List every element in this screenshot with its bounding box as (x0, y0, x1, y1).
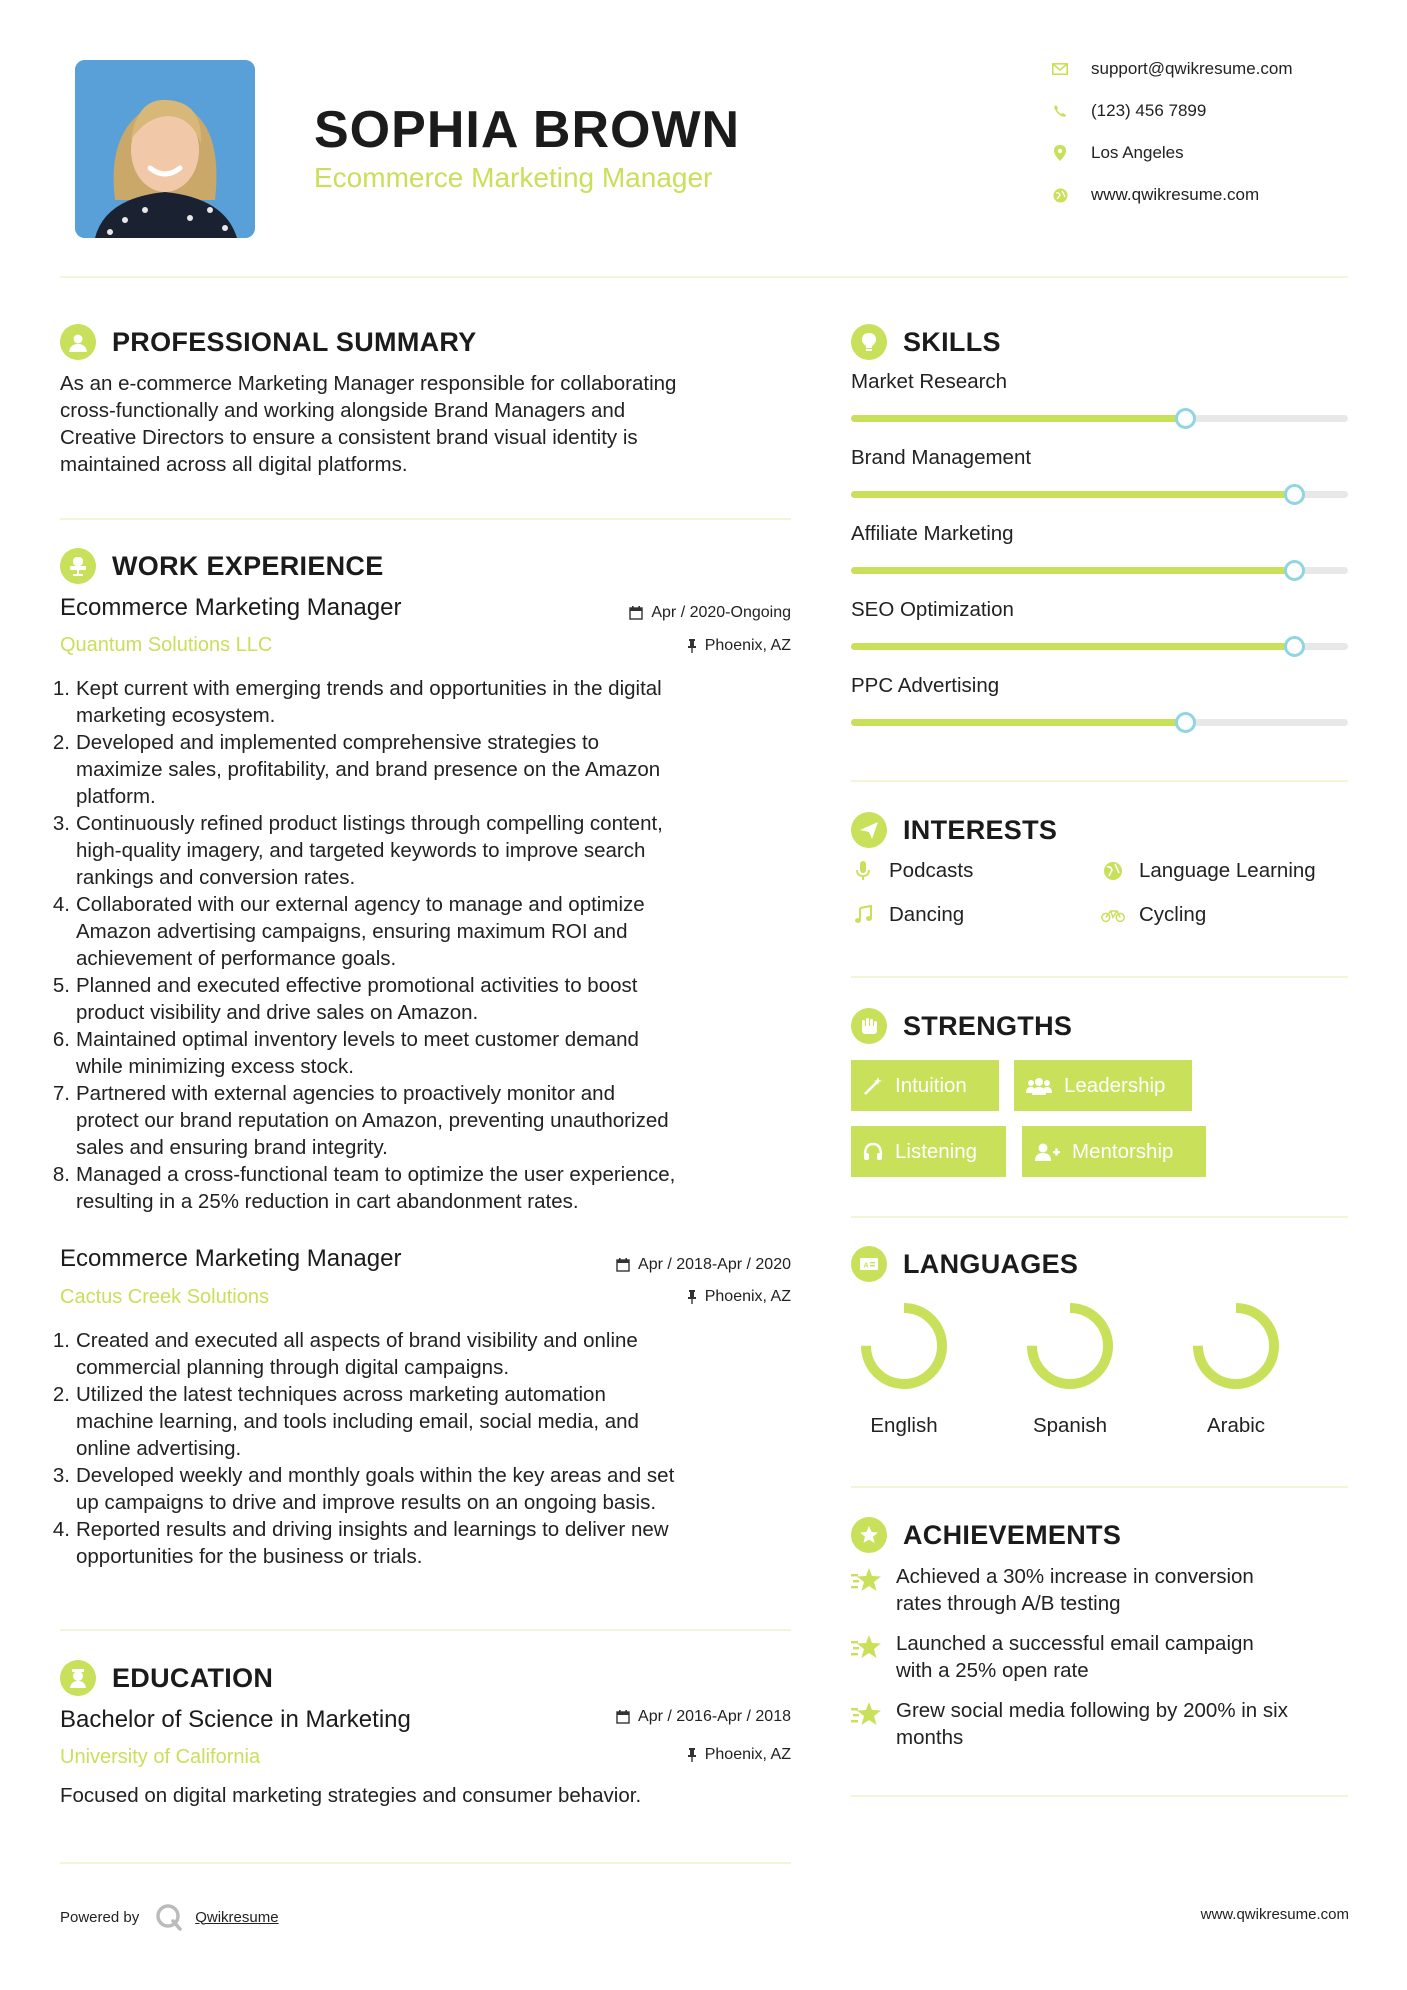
languages-divider (851, 1486, 1348, 1488)
duty-text: Developed and implemented comprehensive strategies to maximize sales, profitability, and brand presence on the Amazon platform. (76, 731, 661, 808)
contact-phone-text: (123) 456 7899 (1091, 101, 1207, 120)
skill-bar-fill (851, 415, 1184, 422)
duty-item (52, 1161, 797, 1215)
skill-bar (851, 719, 1348, 726)
duty-text: Partnered with external agencies to proactively monitor and protect our brand reputation on Amazon, preventing unauthorized sales and ensuring brand integrity. (76, 1082, 669, 1159)
job-duties-list (52, 1327, 797, 1570)
duty-number: 1. (52, 1329, 70, 1352)
strength-tag-mentorship: Mentorship (1022, 1126, 1206, 1177)
achievement-text: Achieved a 30% increase in conversion rates through A/B testing (896, 1565, 1254, 1615)
skill-level-knob (1284, 636, 1305, 657)
job-location: Phoenix, AZ (560, 637, 791, 655)
skill-level-knob (1284, 560, 1305, 581)
calendar-icon (616, 1258, 630, 1272)
duty-text: Continuously refined product listings through compelling content, high-quality imagery, and targeted keywords to improve search rankings and conversion rates. (76, 812, 663, 889)
achievement-item (851, 1630, 1351, 1684)
duty-number: 6. (52, 1028, 70, 1051)
interests-divider (851, 976, 1348, 978)
achievement-item (851, 1697, 1351, 1751)
interest-podcasts: Podcasts (851, 859, 973, 883)
skill-name: PPC Advertising (851, 674, 1000, 697)
duty-number: 7. (52, 1082, 70, 1105)
qwikresume-logo-icon (155, 1903, 183, 1931)
duty-number: 2. (52, 1383, 70, 1406)
skill-bar (851, 491, 1348, 498)
skill-bar-fill (851, 567, 1293, 574)
duty-number: 8. (52, 1163, 70, 1186)
candidate-name: SOPHIA BROWN (314, 101, 741, 159)
interest-dancing: Dancing (851, 903, 964, 927)
globe-icon (1052, 187, 1068, 203)
strengths-heading: STRENGTHS (851, 1008, 1072, 1044)
fist-icon (851, 1008, 887, 1044)
education-divider (60, 1862, 791, 1864)
skills-heading: SKILLS (851, 324, 1001, 360)
calendar-icon (629, 606, 643, 620)
powered-by (60, 1903, 279, 1931)
music-note-icon (851, 905, 875, 925)
contact-phone[interactable] (1052, 96, 1372, 126)
duty-text: Reported results and driving insights and learnings to deliver new opportunities for the business or trials. (76, 1518, 669, 1568)
job-location: Phoenix, AZ (560, 1288, 791, 1306)
job-duties-list (52, 675, 797, 1215)
strength-tag-intuition: Intuition (851, 1060, 999, 1111)
strengths-divider (851, 1216, 1348, 1218)
duty-number: 5. (52, 974, 70, 997)
contact-location-text: Los Angeles (1091, 143, 1184, 162)
interest-cycling: Cycling (1101, 903, 1206, 927)
language-ring-arc (866, 1308, 942, 1384)
skill-bar (851, 415, 1348, 422)
star-badge-icon (851, 1517, 887, 1553)
achievements-divider (851, 1795, 1348, 1797)
star-icon (851, 1697, 883, 1751)
job-dates: Apr / 2018-Apr / 2020 (560, 1256, 791, 1274)
skill-level-knob (1175, 712, 1196, 733)
duty-number: 1. (52, 677, 70, 700)
profile-photo (75, 60, 255, 238)
duty-number: 4. (52, 1518, 70, 1541)
summary-text: As an e-commerce Marketing Manager responsible for collaborating cross-functionally and working alongside Brand Managers and Creative Directors to ensure a consistent brand visual identity is maintained across all digital platforms. (60, 372, 677, 476)
duty-item (52, 1462, 797, 1516)
skill-bar-fill (851, 643, 1293, 650)
skill-level-knob (1284, 484, 1305, 505)
skill-name: Market Research (851, 370, 1008, 393)
education-heading: EDUCATION (60, 1660, 273, 1696)
duty-text: Planned and executed effective promotional activities to boost product visibility and drive sales on Amazon. (76, 974, 638, 1024)
skill-bar-fill (851, 719, 1184, 726)
experience-heading: WORK EXPERIENCE (60, 548, 384, 584)
achievement-text: Grew social media following by 200% in six months (896, 1699, 1288, 1749)
qwikresume-link[interactable]: Qwikresume (195, 1908, 279, 1926)
footer-url[interactable]: www.qwikresume.com (1200, 1906, 1349, 1923)
language-ring-arc (1198, 1308, 1274, 1384)
strength-tag-listening: Listening (851, 1126, 1006, 1177)
skill-name: Affiliate Marketing (851, 522, 1014, 545)
phone-icon (1052, 103, 1068, 119)
duty-item (52, 1327, 797, 1381)
envelope-icon (1052, 61, 1068, 77)
job-title: Ecommerce Marketing Manager (60, 1245, 402, 1272)
skill-name: Brand Management (851, 446, 1032, 469)
skill-bar-fill (851, 491, 1293, 498)
user-plus-icon (1034, 1142, 1060, 1162)
job-title: Ecommerce Marketing Manager (60, 594, 402, 621)
candidate-role: Ecommerce Marketing Manager (314, 162, 713, 193)
paper-plane-icon (851, 812, 887, 848)
duty-number: 2. (52, 731, 70, 754)
bicycle-icon (1101, 906, 1125, 924)
star-icon (851, 1563, 883, 1617)
header-divider (60, 276, 1348, 278)
user-icon (60, 324, 96, 360)
school-name: University of California (60, 1746, 261, 1768)
lightbulb-icon (851, 324, 887, 360)
duty-item (52, 675, 797, 729)
job-dates: Apr / 2020-Ongoing (560, 604, 791, 622)
pushpin-icon (687, 1290, 697, 1304)
achievements-heading: ACHIEVEMENTS (851, 1517, 1121, 1553)
duty-number: 3. (52, 1464, 70, 1487)
graduate-icon (60, 1660, 96, 1696)
language-icon (851, 1246, 887, 1282)
powered-by-label: Powered by (60, 1908, 140, 1926)
duty-text: Maintained optimal inventory levels to meet customer demand while minimizing excess stock. (76, 1028, 639, 1078)
summary-divider (60, 518, 791, 520)
skill-bar (851, 567, 1348, 574)
duty-item (52, 1381, 797, 1462)
duty-text: Created and executed all aspects of brand visibility and online commercial planning through digital campaigns. (76, 1329, 638, 1379)
duty-text: Kept current with emerging trends and opportunities in the digital marketing ecosystem. (76, 677, 662, 727)
duty-number: 3. (52, 812, 70, 835)
calendar-icon (616, 1710, 630, 1724)
education-dates: Apr / 2016-Apr / 2018 (560, 1708, 791, 1726)
map-pin-icon (1052, 145, 1068, 161)
contact-location (1052, 138, 1372, 168)
duty-item (52, 810, 797, 891)
briefcase-icon (60, 548, 96, 584)
duty-item (52, 1080, 797, 1161)
headphones-icon (863, 1142, 883, 1162)
language-name: English (870, 1414, 938, 1437)
summary-heading: PROFESSIONAL SUMMARY (60, 324, 477, 360)
duty-item (52, 729, 797, 810)
duty-item (52, 972, 797, 1026)
globe-icon (1101, 861, 1125, 881)
star-icon (851, 1630, 883, 1684)
duty-text: Developed weekly and monthly goals within the key areas and set up campaigns to drive and improve results on an ongoing basis. (76, 1464, 675, 1514)
skills-divider (851, 780, 1348, 782)
language-ring-arc (1032, 1308, 1108, 1384)
duty-item (52, 891, 797, 972)
language-proficiency-ring (1186, 1296, 1286, 1396)
duty-text: Managed a cross-functional team to optimize the user experience, resulting in a 25% reduction in cart abandonment rates. (76, 1163, 676, 1213)
language-proficiency-ring (854, 1296, 954, 1396)
contact-website[interactable] (1052, 180, 1372, 210)
microphone-icon (851, 860, 875, 882)
achievement-item (851, 1563, 1351, 1617)
language-name: Arabic (1206, 1414, 1266, 1437)
pushpin-icon (687, 639, 697, 653)
duty-item (52, 1516, 797, 1570)
contact-email[interactable] (1052, 54, 1372, 84)
job-company: Quantum Solutions LLC (60, 634, 273, 656)
duty-number: 4. (52, 893, 70, 916)
experience-divider (60, 1629, 791, 1631)
duty-item (52, 1026, 797, 1080)
language-proficiency-ring (1020, 1296, 1120, 1396)
interests-heading: INTERESTS (851, 812, 1057, 848)
skill-bar (851, 643, 1348, 650)
strength-tag-leadership: Leadership (1014, 1060, 1192, 1111)
achievement-text: Launched a successful email campaign with a 25% open rate (896, 1632, 1254, 1682)
users-icon (1026, 1076, 1052, 1096)
svg-text:A: A (863, 1262, 869, 1270)
skill-name: SEO Optimization (851, 598, 1014, 621)
duty-text: Collaborated with our external agency to manage and optimize Amazon advertising campaigns, ensuring maximum ROI and achievement of performance goals. (76, 893, 645, 970)
job-company: Cactus Creek Solutions (60, 1286, 269, 1308)
language-name: Spanish (1032, 1414, 1108, 1437)
interest-language-learning: Language Learning (1101, 859, 1316, 883)
magic-wand-icon (863, 1076, 883, 1096)
duty-text: Utilized the latest techniques across marketing automation machine learning, and tools including email, social media, and online advertising. (76, 1383, 639, 1460)
contact-email-text: support@qwikresume.com (1091, 59, 1293, 78)
contact-website-text: www.qwikresume.com (1091, 185, 1260, 204)
education-location: Phoenix, AZ (560, 1746, 791, 1764)
pushpin-icon (687, 1748, 697, 1762)
languages-heading: A LANGUAGES (851, 1246, 1078, 1282)
education-description: Focused on digital marketing strategies and consumer behavior. (60, 1784, 642, 1807)
degree-title: Bachelor of Science in Marketing (60, 1706, 411, 1733)
skill-level-knob (1175, 408, 1196, 429)
